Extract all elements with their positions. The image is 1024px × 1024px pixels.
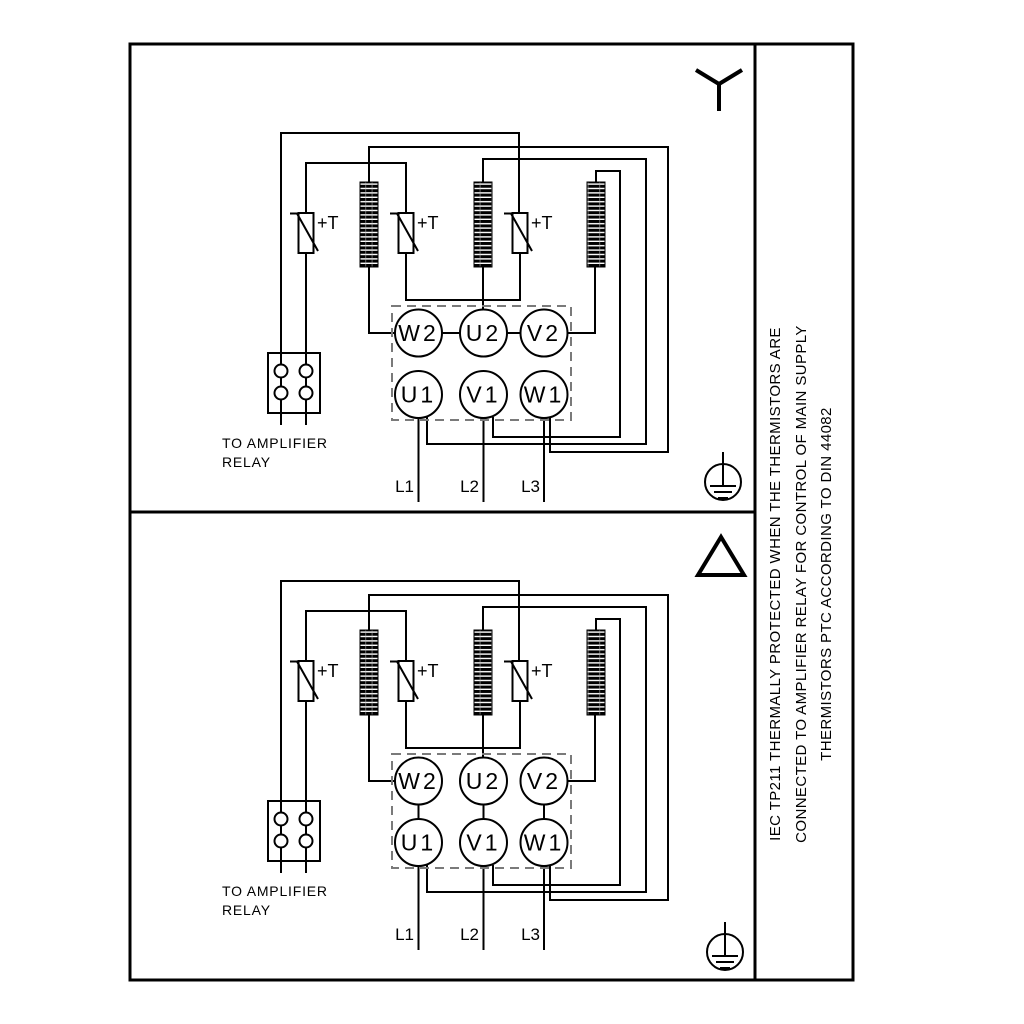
relay-terminal — [300, 365, 313, 378]
terminal-label-v1: V1 — [466, 381, 501, 408]
supply-line-labels — [395, 477, 540, 496]
motor-wiring-panel-core — [222, 133, 668, 502]
ptc-thermistors — [290, 213, 553, 253]
delta-terminal-bridges — [419, 805, 545, 820]
terminal-label-w1: W1 — [523, 381, 565, 408]
note-line-3: THERMISTORS PTC ACCORDING TO DIN 44082 — [818, 407, 835, 761]
thermistor-label: +T — [317, 213, 339, 233]
note-line-2: CONNECTED TO AMPLIFIER RELAY FOR CONTROL OF MAIN SUPPLY — [793, 325, 810, 843]
protective-earth-icon — [707, 922, 743, 970]
thermistor-label: +T — [417, 213, 439, 233]
relay-caption-line2: RELAY — [222, 454, 271, 470]
thermistor-label: +T — [531, 213, 553, 233]
relay-terminal — [275, 365, 288, 378]
wire-thermistor2-thermistor3-bottom-bridge — [406, 253, 520, 300]
terminal-label-v2: V2 — [526, 320, 562, 346]
relay-terminal — [275, 387, 288, 400]
relay-caption-line1: TO AMPLIFIER — [222, 435, 328, 451]
amplifier-relay-connector — [222, 353, 328, 470]
wire-coil1-bottom-to-w2 — [369, 267, 396, 333]
terminal-label-w2: W2 — [398, 320, 439, 346]
note-column — [767, 325, 835, 843]
supply-label-l2: L2 — [460, 477, 479, 496]
stator-coils — [360, 182, 605, 267]
ptc-thermistor-2 — [390, 213, 439, 253]
wire-thermistor1-thermistor2-top-bridge — [306, 163, 406, 213]
ptc-thermistor-1 — [290, 213, 339, 253]
terminal-label-u1: U1 — [400, 381, 437, 408]
supply-label-l3: L3 — [521, 477, 540, 496]
relay-terminal — [300, 387, 313, 400]
terminal-board — [392, 306, 571, 420]
stator-coil-3 — [587, 182, 605, 267]
delta-connection-icon — [698, 537, 744, 575]
star-connection-icon — [696, 70, 742, 111]
stator-coil-2 — [474, 182, 492, 267]
delta-panel-core — [222, 581, 668, 950]
ptc-thermistor-3 — [504, 213, 553, 253]
note-line-1: IEC TP211 THERMALLY PROTECTED WHEN THE THERMISTORS ARE — [767, 327, 784, 841]
protective-earth-icon — [705, 452, 741, 500]
amplifier-relay-box — [268, 353, 320, 413]
supply-label-l1: L1 — [395, 477, 414, 496]
terminal-label-u2: U2 — [465, 320, 502, 346]
stator-coil-1 — [360, 182, 378, 267]
